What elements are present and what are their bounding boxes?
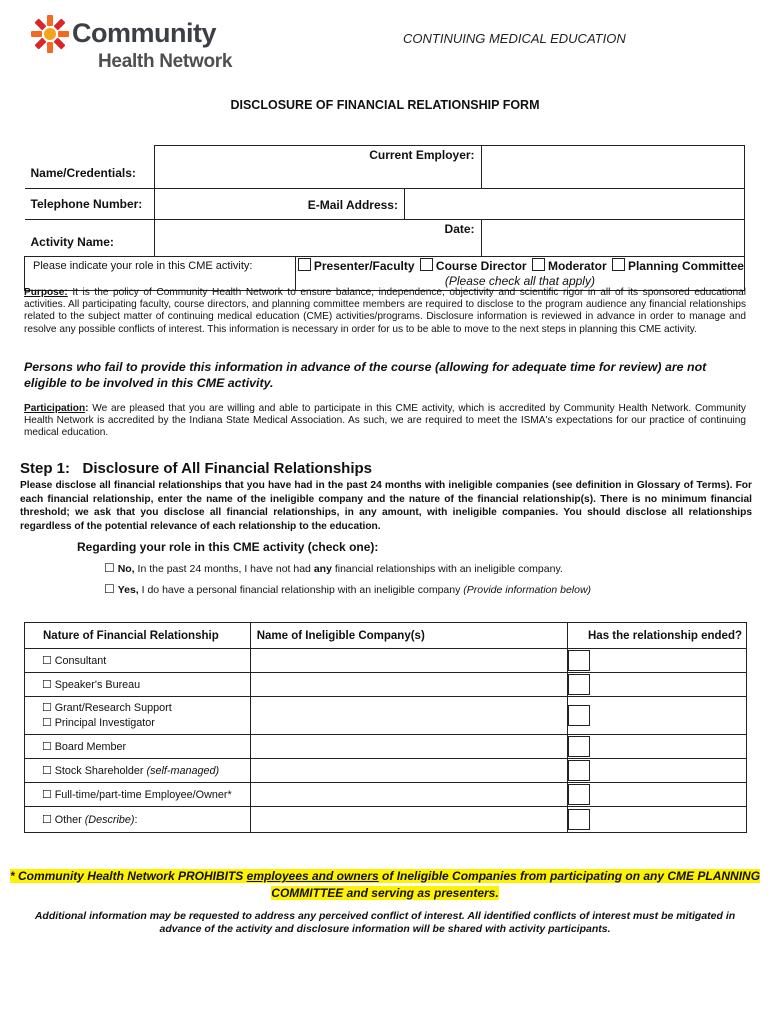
- yes-checkbox[interactable]: ☐: [104, 582, 115, 596]
- no-checkbox[interactable]: ☐: [104, 561, 115, 575]
- other-label: Other: [54, 814, 82, 826]
- no-text-1: In the past 24 months, I have not had: [134, 563, 314, 575]
- stock-shareholder-label: Stock Shareholder: [54, 765, 144, 777]
- row-label-speakers-bureau: [25, 673, 251, 697]
- prohibit-part4: Ineligible Companies from participating on any CME PLANNING COMMITTEE and serving as presenters.: [271, 869, 761, 900]
- speakers-bureau-ended-cell: [568, 673, 747, 697]
- consultant-ended-checkbox[interactable]: [568, 650, 590, 671]
- speakers-bureau-company-field[interactable]: [250, 673, 567, 697]
- section-heading: CONTINUING MEDICAL EDUCATION: [403, 31, 626, 46]
- prohibit-part2: employees and owners: [246, 869, 379, 883]
- logo-wordmark-health-network: Health Network: [98, 51, 233, 72]
- other-suffix: :: [134, 814, 138, 826]
- logo-wordmark-community: Community: [72, 18, 216, 48]
- stock-shareholder-company-field[interactable]: [250, 759, 567, 783]
- yes-text: I do have a personal financial relationship with an ineligible company: [138, 584, 464, 596]
- grant-research-ended-checkbox[interactable]: [568, 705, 590, 726]
- course-director-checkbox[interactable]: [420, 258, 433, 271]
- role-question-text: Please indicate your role in this CME activity:: [33, 259, 253, 272]
- current-employer-label: Current Employer:: [369, 148, 475, 162]
- current-employer-field[interactable]: [481, 146, 744, 189]
- step1-title: Step 1: Disclosure of All Financial Relationships: [20, 460, 373, 477]
- table-row: [25, 649, 747, 673]
- table-row: [25, 783, 747, 807]
- planning-committee-label: Planning Committee: [627, 258, 744, 273]
- no-label: No,: [117, 563, 135, 575]
- row-label-grant-research: [25, 697, 251, 735]
- roles-note: (Please check all that apply): [444, 273, 595, 288]
- role-options-row: [296, 258, 744, 274]
- email-address-label: E-Mail Address:: [307, 197, 398, 212]
- purpose-paragraph: [24, 287, 746, 336]
- row-label-employee-owner: [25, 783, 251, 807]
- yes-note: (Provide information below): [463, 584, 592, 596]
- other-company-field[interactable]: [250, 807, 567, 833]
- telephone-number-field[interactable]: [155, 188, 405, 219]
- row-label-stock-shareholder: [25, 759, 251, 783]
- header-company: Name of Ineligible Company(s): [250, 623, 567, 649]
- prohibit-part3: of: [378, 869, 397, 883]
- employee-owner-ended-cell: [568, 783, 747, 807]
- table-row: [25, 807, 747, 833]
- consultant-checkbox[interactable]: ☐: [42, 655, 52, 667]
- other-ended-checkbox[interactable]: [568, 809, 590, 830]
- date-label: Date:: [444, 221, 475, 236]
- board-member-ended-cell: [568, 735, 747, 759]
- consultant-company-field[interactable]: [250, 649, 567, 673]
- presenter-faculty-label: Presenter/Faculty: [313, 258, 415, 273]
- additional-information-note: Additional information may be requested to address any perceived conflict of interest. All identified conflicts of interest must be mitigated in advance of the activity and disclosure information will be shared with activity participants.: [34, 910, 736, 935]
- table-row: [25, 759, 747, 783]
- other-note: (Describe): [84, 814, 135, 826]
- form-title: DISCLOSURE OF FINANCIAL RELATIONSHIP FORM: [230, 98, 540, 112]
- other-checkbox[interactable]: ☐: [42, 814, 52, 826]
- stock-shareholder-ended-cell: [568, 759, 747, 783]
- course-director-label: Course Director: [435, 258, 527, 273]
- header-nature: Nature of Financial Relationship: [25, 623, 251, 649]
- row-label-consultant: [25, 649, 251, 673]
- stock-shareholder-ended-checkbox[interactable]: [568, 760, 590, 781]
- other-ended-cell: [568, 807, 747, 833]
- board-member-checkbox[interactable]: ☐: [42, 741, 52, 753]
- consultant-label: Consultant: [54, 655, 107, 667]
- name-credentials-label: Name/Credentials:: [25, 146, 155, 189]
- grant-research-checkbox[interactable]: ☐: [42, 701, 52, 714]
- prohibit-part2-wrap: [247, 869, 379, 883]
- participation-heading: Participation: [24, 403, 86, 414]
- activity-name-label: Activity Name:: [25, 219, 155, 256]
- role-question-label: [25, 256, 296, 290]
- consultant-ended-cell: [568, 649, 747, 673]
- speakers-bureau-label: Speaker's Bureau: [54, 679, 141, 691]
- eligibility-warning: Persons who fail to provide this information in advance of the course (allowing for adequate time for review) are not eligible to be involved in this CME activity.: [24, 360, 707, 390]
- email-address-field[interactable]: [404, 188, 744, 219]
- header-ended: Has the relationship ended?: [568, 623, 747, 649]
- principal-investigator-checkbox[interactable]: ☐: [42, 716, 52, 729]
- row-label-board-member: [25, 735, 251, 759]
- table-row: [25, 697, 747, 735]
- grant-research-ended-cell: [568, 697, 747, 735]
- board-member-label: Board Member: [54, 741, 127, 753]
- moderator-checkbox[interactable]: [532, 258, 545, 271]
- prohibit-part1: * Community Health Network PROHIBITS: [9, 869, 247, 883]
- table-row: [25, 673, 747, 697]
- planning-committee-checkbox[interactable]: [612, 258, 625, 271]
- moderator-label: Moderator: [547, 258, 607, 273]
- relationship-table-header: [25, 623, 747, 649]
- no-any: any: [313, 563, 332, 575]
- no-text-2: financial relationships with an ineligible company.: [331, 563, 563, 575]
- name-credentials-field[interactable]: [155, 146, 481, 189]
- activity-name-field[interactable]: [155, 219, 481, 256]
- board-member-company-field[interactable]: [250, 735, 567, 759]
- grant-research-company-field[interactable]: [250, 697, 567, 735]
- employee-owner-ended-checkbox[interactable]: [568, 784, 590, 805]
- principal-investigator-label: Principal Investigator: [54, 716, 155, 729]
- step1-body: Please disclose all financial relationships that you have had in the past 24 months with ineligible companies (see definition in Glossary of Terms). For each financial relationship, enter the name of the ineligible company and the nature of the financial relationship(s). There is no minimum financial threshold; we ask that you disclose all financial relationships, in any amount, with ineligible companies. You should disclose all relationships regardless of the potential relevance of each relationship to the education.: [20, 480, 752, 533]
- community-health-network-logo-icon: [30, 14, 70, 54]
- telephone-number-label: Telephone Number:: [25, 188, 155, 219]
- participation-text: We are pleased that you are willing and able to participate in this CME activity, which is accredited by Community Health Network. Community Health Network is accredited by the Indiana State Medical Association. As such, we are required to meet the ISMA's expectations for our practice of continuing medical education.: [24, 403, 746, 439]
- prohibition-notice: [0, 868, 770, 902]
- relationship-table: [24, 622, 747, 833]
- presenter-faculty-checkbox[interactable]: [298, 258, 311, 271]
- speakers-bureau-checkbox[interactable]: ☐: [42, 679, 52, 691]
- table-row: [25, 735, 747, 759]
- yes-label: Yes,: [117, 584, 139, 596]
- row-label-other: [25, 807, 251, 833]
- purpose-heading: Purpose:: [24, 287, 68, 298]
- yes-option: [104, 582, 591, 596]
- date-field[interactable]: [481, 219, 744, 256]
- grant-research-label: Grant/Research Support: [54, 701, 172, 714]
- purpose-text: It is the policy of Community Health Network to ensure balance, independence, objectivity and scientific rigor in all of its sponsored educational activities. All participating faculty, course directors, and planning committee members are required to disclose to the program audience any financial relationships related to the subject matter of continuing medical education (CME) activities/programs. Disclosure information is reviewed in advance in order to manage and resolve any possible conflicts of interest. This information is necessary in order for us to be able to move to the next steps in planning this CME activity.: [24, 287, 746, 335]
- speakers-bureau-ended-checkbox[interactable]: [568, 674, 590, 695]
- employee-owner-company-field[interactable]: [250, 783, 567, 807]
- employee-owner-checkbox[interactable]: ☐: [42, 789, 52, 801]
- board-member-ended-checkbox[interactable]: [568, 736, 590, 757]
- participation-paragraph: Participation: We are pleased that you are willing and able to participate in this CME activity, which is accredited by Community Health Network. Community Health Network is accredited by the Indiana State Medical Association. As such, we are required to meet the ISMA's expectations for our practice of continuing medical education.: [24, 403, 746, 439]
- info-form-table: [24, 145, 745, 291]
- role-check-question: Regarding your role in this CME activity (check one):: [77, 540, 379, 554]
- role-options-cell: [295, 256, 744, 290]
- stock-shareholder-checkbox[interactable]: ☐: [42, 765, 52, 777]
- no-option: [104, 561, 563, 575]
- employee-owner-label: Full-time/part-time Employee/Owner*: [54, 789, 232, 801]
- stock-shareholder-note: (self-managed): [146, 765, 220, 777]
